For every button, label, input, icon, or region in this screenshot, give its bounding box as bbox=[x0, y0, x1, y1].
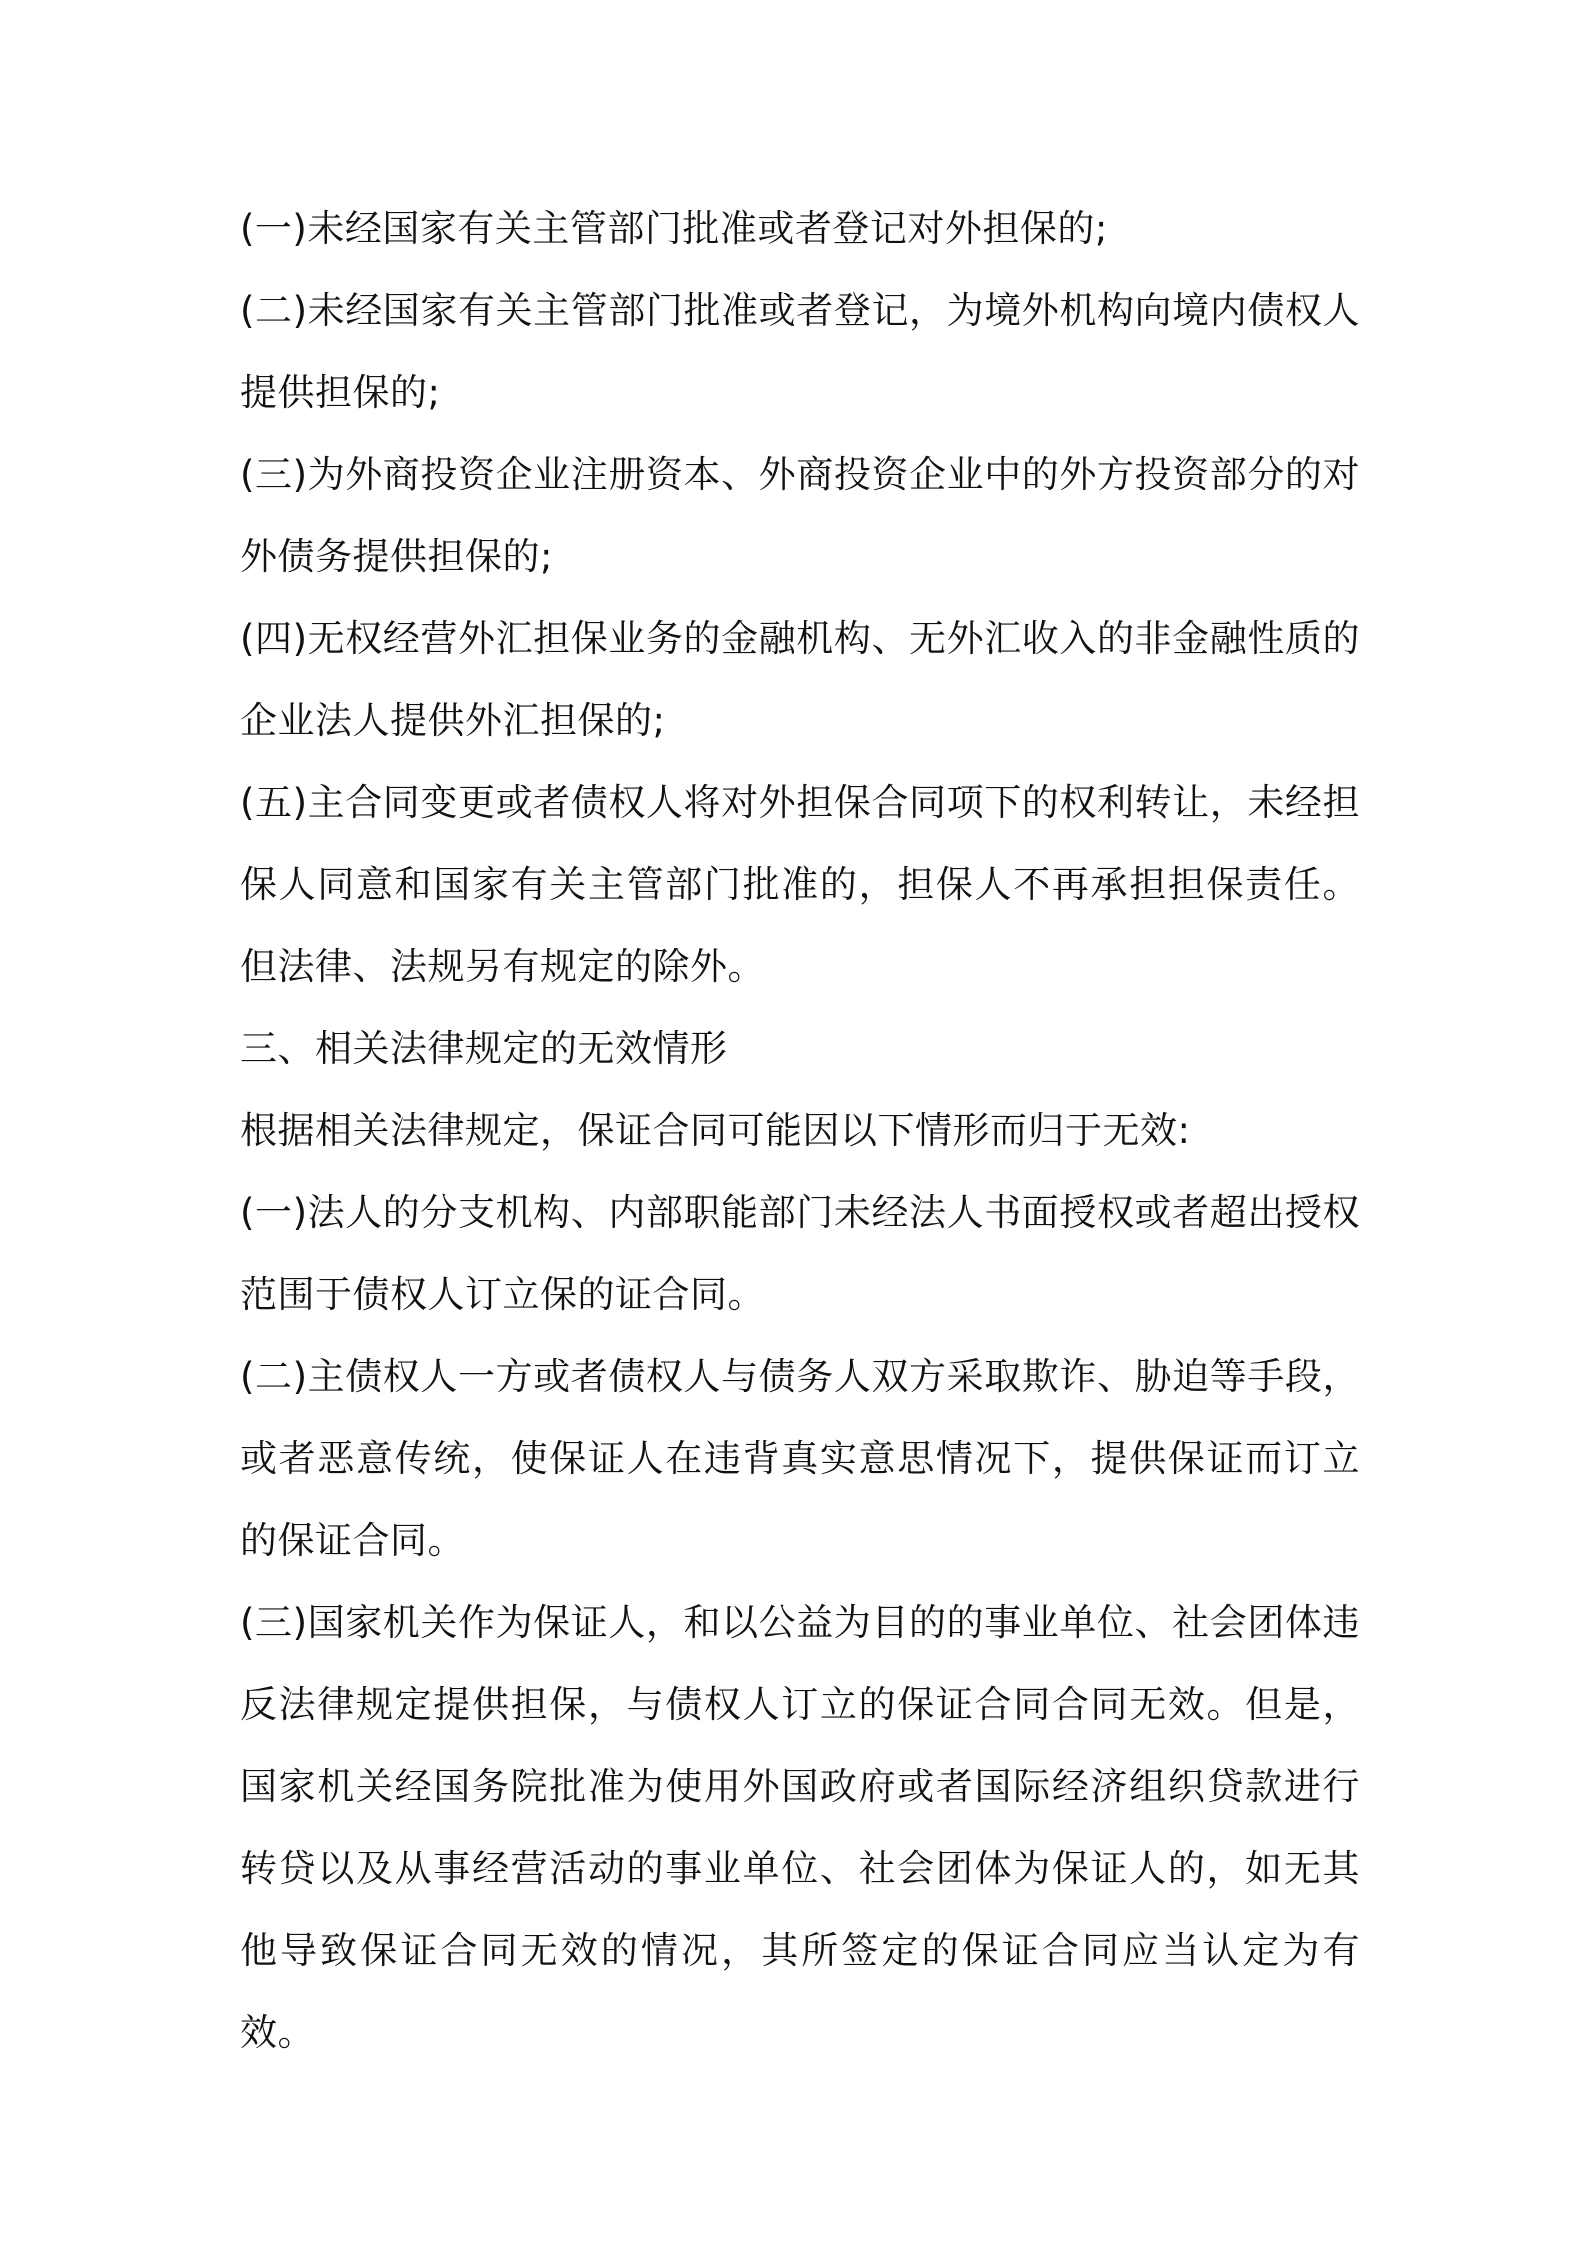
paragraph-2: (二)未经国家有关主管部门批准或者登记，为境外机构向境内债权人提供担保的; bbox=[240, 289, 1360, 414]
paragraph-10: (三)国家机关作为保证人，和以公益为目的的事业单位、社会团体违反法律规定提供担保，与债权人订立的保证合同合同无效。但是，国家机关经国务院批准为使用外国政府或者国际经济组织贷款进行转贷以及从事经营活动的事业单位、社会团体为保证人的，如无其他导致保证合同无效的情况，其所签定的保证合同应当认定为有效。 bbox=[240, 1601, 1360, 2054]
paragraph-8: (一)法人的分支机构、内部职能部门未经法人书面授权或者超出授权范围于债权人订立保的证合同。 bbox=[240, 1191, 1360, 1316]
section-heading: 三、相关法律规定的无效情形 bbox=[240, 1027, 728, 1070]
paragraph-7: 根据相关法律规定，保证合同可能因以下情形而归于无效: bbox=[240, 1109, 1191, 1152]
paragraph-5: (五)主合同变更或者债权人将对外担保合同项下的权利转让，未经担保人同意和国家有关主管部门批准的，担保人不再承担担保责任。但法律、法规另有规定的除外。 bbox=[240, 781, 1360, 988]
document-body bbox=[240, 188, 1360, 2074]
paragraph-4: (四)无权经营外汇担保业务的金融机构、无外汇收入的非金融性质的企业法人提供外汇担保的; bbox=[240, 617, 1360, 742]
paragraph-9: (二)主债权人一方或者债权人与债务人双方采取欺诈、胁迫等手段，或者恶意传统，使保证人在违背真实意思情况下，提供保证而订立的保证合同。 bbox=[240, 1355, 1360, 1562]
paragraph-1: (一)未经国家有关主管部门批准或者登记对外担保的; bbox=[240, 207, 1108, 250]
paragraph-3: (三)为外商投资企业注册资本、外商投资企业中的外方投资部分的对外债务提供担保的; bbox=[240, 453, 1360, 578]
